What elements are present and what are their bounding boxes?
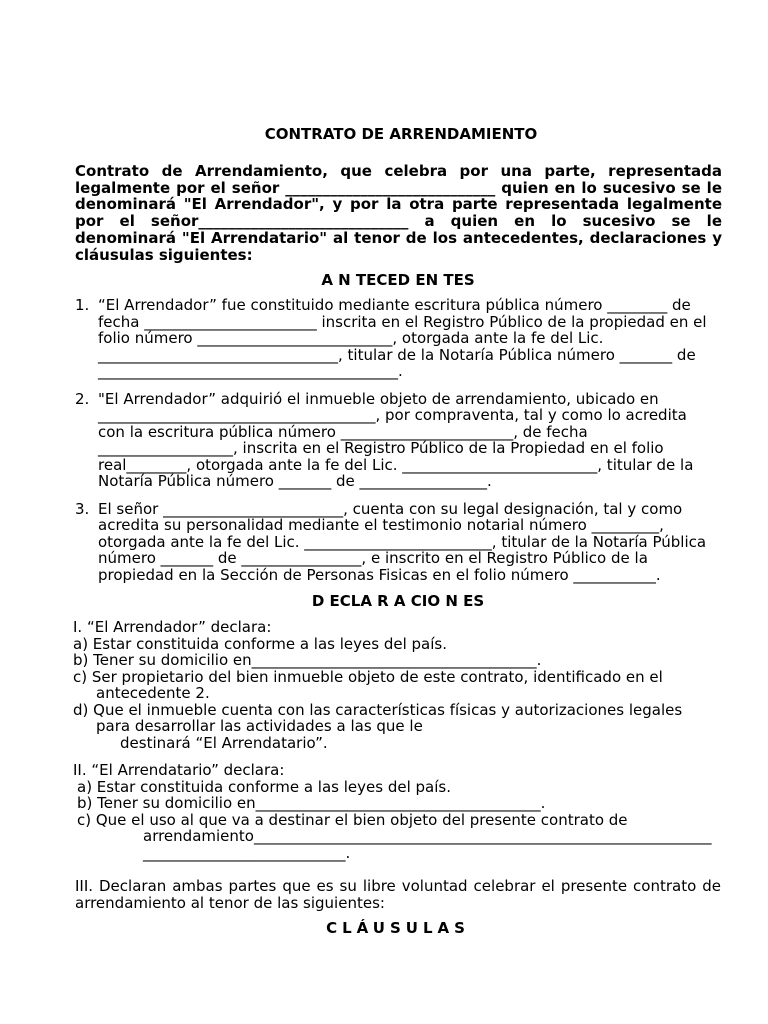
item-number: 2. <box>75 389 90 408</box>
item-text: El señor ________________________, cuenta con su legal designación, tal y como acredita su personalidad mediante el testimonio notarial número _________, otorgada ante la fe del Lic. _________________________, titular de la Notaría Pública número _______ de ________________, e inscrito en el Registro Público de la propiedad en la Sección de Personas Fisicas en el folio número ___________. <box>98 499 707 584</box>
arrendador-item-c: c) Ser propietario del bien inmueble objeto de este contrato, identificado en el <box>73 667 663 686</box>
arrendador-item-b: b) Tener su domicilio en______________________________________. <box>73 651 542 669</box>
arrendador-item-c-cont: antecedente 2. <box>96 684 210 702</box>
arrendatario-item-a: a) Estar constituida conforme a las leyes del país. <box>77 777 451 796</box>
arrendatario-heading: II. “El Arrendatario” declara: <box>73 761 285 779</box>
list-item <box>75 391 715 490</box>
arrendatario-item-c-cont: arrendamiento_____________________________________________________________ <box>143 828 712 845</box>
arrendatario-declarations <box>73 762 723 861</box>
arrendador-item-d: d) Que el inmueble cuenta con las características físicas y autorizaciones legales <box>73 700 683 719</box>
item-text: “El Arrendador” fue constituido mediante escritura pública número ________ de fecha _______________________ inscrita en el Registro Público de la propiedad en el folio número __________________________, otorgada ante la fe del Lic. ________________________________, titular de la Notaría Pública número _______ de ________________________________________. <box>98 296 707 380</box>
antecedentes-list <box>75 297 715 594</box>
list-item <box>75 501 715 584</box>
item-text: "El Arrendador” adquirió el inmueble objeto de arrendamiento, ubicado en _____________________________________, por compraventa, tal y como lo acredita con la escritura pública número _______________________, de fecha __________________, inscrita en el Registro Público de la Propiedad en el folio real________, otorgada ante la fe del Lic. __________________________, titular de la Notaría Pública número _______ de _________________. <box>98 389 694 490</box>
arrendador-declarations <box>73 619 723 751</box>
antecedentes-heading: A N TECED EN TES <box>321 271 475 289</box>
declaraciones-heading: D ECLA R A CIO N ES <box>311 592 485 610</box>
arrendador-item-d-cont: para desarrollar las actividades a las que le <box>96 717 423 735</box>
clausulas-heading: CLÁUSULAS <box>326 919 470 937</box>
item-number: 1. <box>75 296 90 314</box>
ambas-partes-paragraph: III. Declaran ambas partes que es su libre voluntad celebrar el presente contrato de arrendamiento al tenor de las siguientes: <box>75 877 721 912</box>
arrendatario-item-c: c) Que el uso al que va a destinar el bien objeto del presente contrato de <box>77 810 628 829</box>
list-item <box>75 297 715 380</box>
arrendatario-item-c-cont2: ___________________________. <box>143 843 351 862</box>
document-title: CONTRATO DE ARRENDAMIENTO <box>264 125 538 143</box>
arrendador-heading: I. “El Arrendador” declara: <box>73 618 272 636</box>
item-number: 3. <box>75 499 90 518</box>
arrendador-item-d-cont2: destinará “El Arrendatario”. <box>120 733 328 752</box>
arrendatario-item-b: b) Tener su domicilio en______________________________________. <box>77 794 546 812</box>
arrendador-item-a: a) Estar constituida conforme a las leyes del país. <box>73 634 447 653</box>
intro-paragraph: Contrato de Arrendamiento, que celebra por una parte, representada legalmente por el señor ____________________________ quien en lo sucesivo se le denominará "El Arrendador", y por la otra parte representada legalmente por el señor____________________________ a quien en lo sucesivo se le denominará "El Arrendatario" al tenor de los antecedentes, declaraciones y cláusulas siguientes: <box>75 162 722 264</box>
